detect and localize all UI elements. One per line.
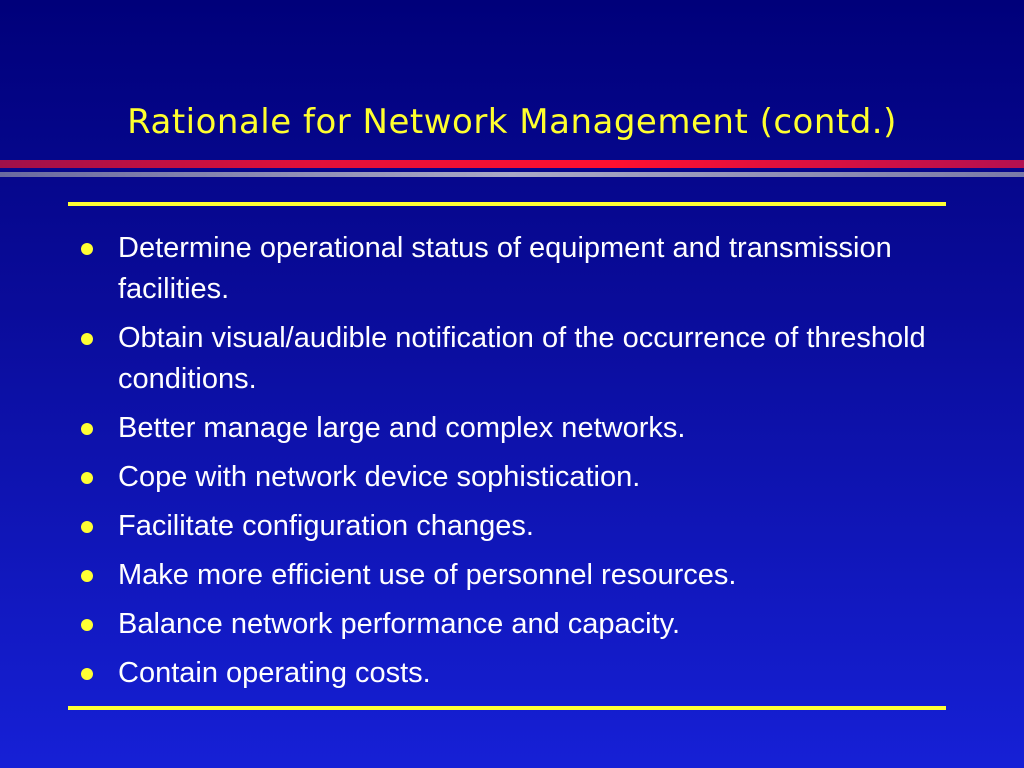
bullet-text: Determine operational status of equipment and transmission facilities. bbox=[118, 232, 892, 305]
title-underline-red bbox=[0, 160, 1024, 168]
bullet-list bbox=[0, 228, 938, 702]
title-underline-gray bbox=[0, 172, 1024, 177]
bullet-text: Balance network performance and capacity. bbox=[118, 608, 681, 640]
bullet-dot-icon bbox=[81, 619, 93, 631]
slide-title: Rationale for Network Management (contd.) bbox=[127, 102, 897, 142]
bullet-dot-icon bbox=[81, 243, 93, 255]
bullet-dot-icon bbox=[81, 570, 93, 582]
bottom-rule bbox=[68, 706, 946, 710]
bullet-text: Cope with network device sophistication. bbox=[118, 461, 641, 493]
bullet-dot-icon bbox=[81, 423, 93, 435]
bullet-dot-icon bbox=[81, 333, 93, 345]
bullet-text: Make more efficient use of personnel resources. bbox=[118, 559, 737, 591]
bullet-text: Obtain visual/audible notification of the occurrence of threshold conditions. bbox=[118, 322, 926, 395]
bullet-text: Facilitate configuration changes. bbox=[118, 510, 534, 542]
bullet-text: Better manage large and complex networks. bbox=[118, 412, 686, 444]
list-item bbox=[0, 653, 938, 694]
list-item bbox=[0, 555, 938, 596]
list-item bbox=[0, 604, 938, 645]
list-item bbox=[0, 228, 938, 310]
list-item bbox=[0, 318, 938, 400]
bullet-dot-icon bbox=[81, 472, 93, 484]
top-rule bbox=[68, 202, 946, 206]
list-item bbox=[0, 457, 938, 498]
bullet-dot-icon bbox=[81, 521, 93, 533]
list-item bbox=[0, 506, 938, 547]
bullet-dot-icon bbox=[81, 668, 93, 680]
bullet-text: Contain operating costs. bbox=[118, 657, 431, 689]
list-item bbox=[0, 408, 938, 449]
